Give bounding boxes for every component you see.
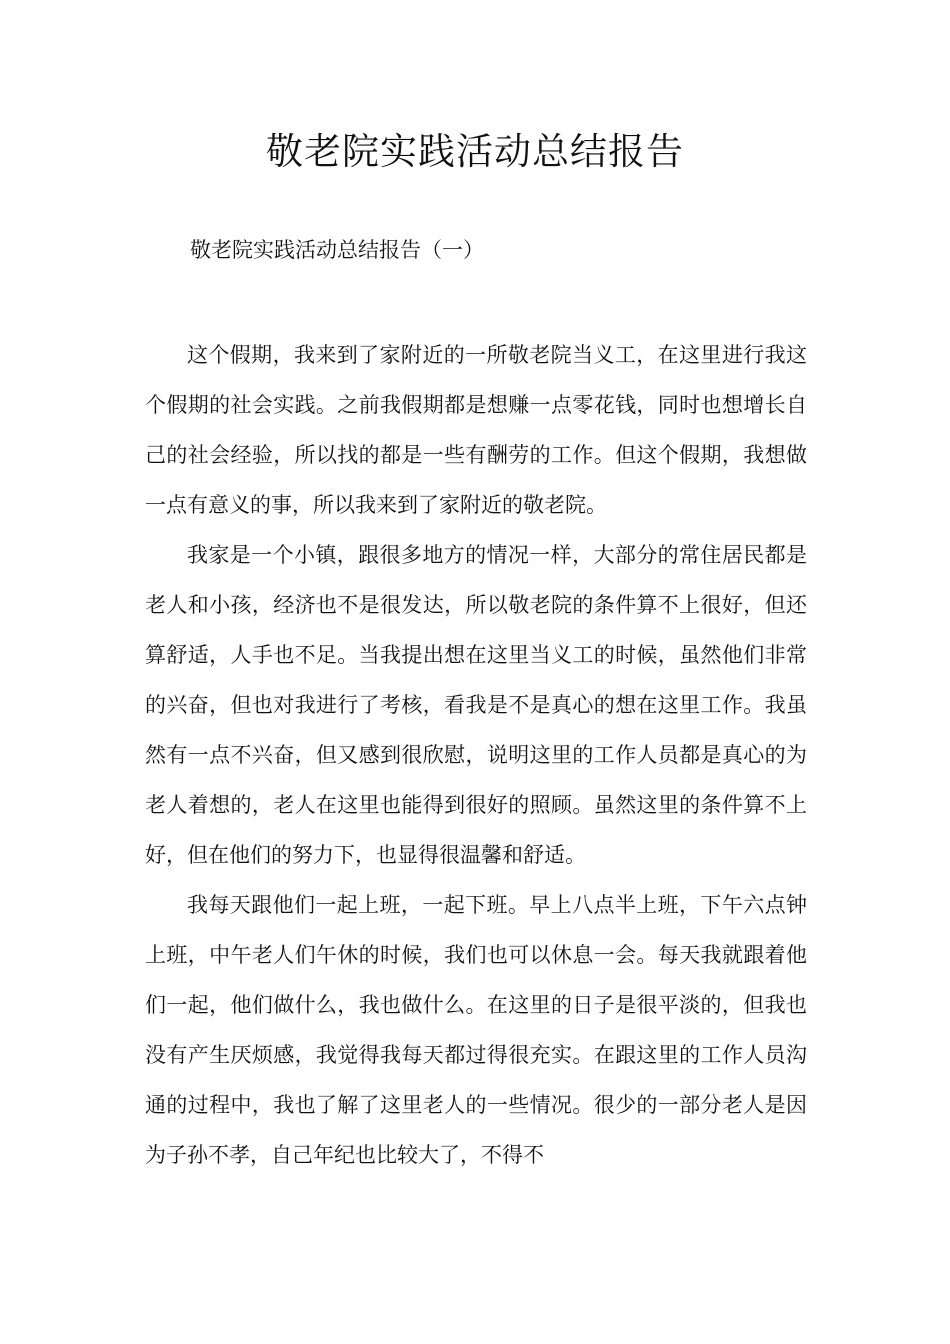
document-body (145, 330, 807, 1180)
document-subtitle: 敬老院实践活动总结报告（一） (190, 238, 484, 262)
paragraph-1: 这个假期，我来到了家附近的一所敬老院当义工，在这里进行我这个假期的社会实践。之前我假期都是想赚一点零花钱，同时也想增长自己的社会经验，所以找的都是一些有酬劳的工作。但这个假期，我想做一点有意义的事，所以我来到了家附近的敬老院。 (145, 343, 807, 517)
paragraph-2: 我家是一个小镇，跟很多地方的情况一样，大部分的常住居民都是老人和小孩，经济也不是很发达，所以敬老院的条件算不上很好，但还算舒适，人手也不足。当我提出想在这里当义工的时候，虽然他们非常的兴奋，但也对我进行了考核，看我是不是真心的想在这里工作。我虽然有一点不兴奋，但又感到很欣慰，说明这里的工作人员都是真心的为老人着想的，老人在这里也能得到很好的照顾。虽然这里的条件算不上好，但在他们的努力下，也显得很温馨和舒适。 (145, 543, 807, 867)
paragraph-3: 我每天跟他们一起上班，一起下班。早上八点半上班，下午六点钟上班，中午老人们午休的时候，我们也可以休息一会。每天我就跟着他们一起，他们做什么，我也做什么。在这里的日子是很平淡的，但我也没有产生厌烦感，我觉得我每天都过得很充实。在跟这里的工作人员沟通的过程中，我也了解了这里老人的一些情况。很少的一部分老人是因为子孙不孝，自己年纪也比较大了，不得不 (145, 893, 807, 1167)
document-title: 敬老院实践活动总结报告 (266, 130, 684, 173)
